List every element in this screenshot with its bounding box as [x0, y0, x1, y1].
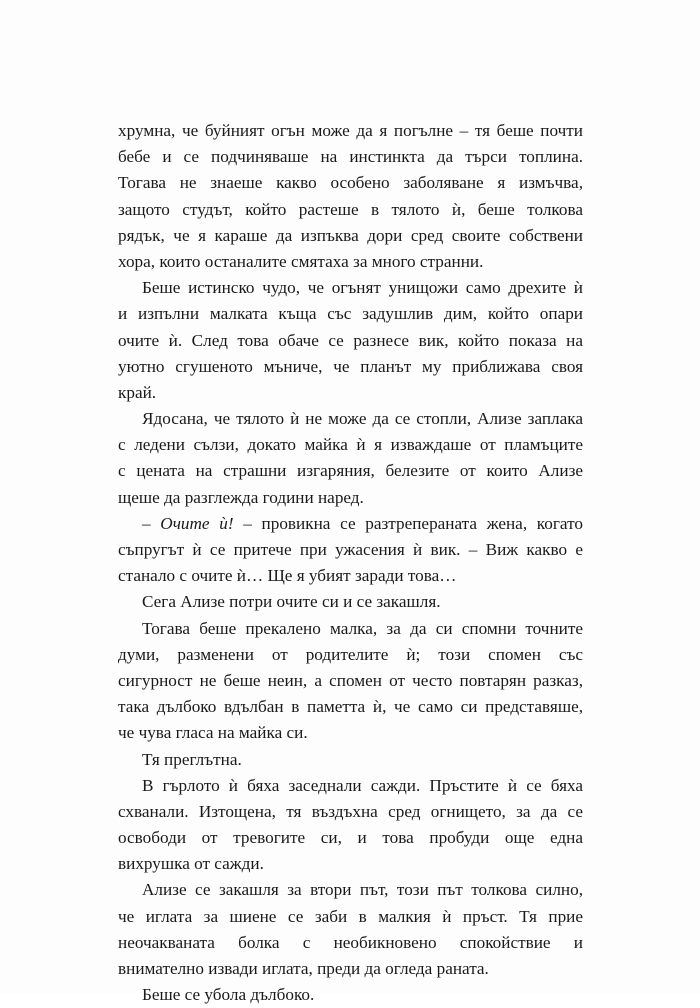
text-line: освободи от тревогите си, и това пробуди още една — [118, 828, 583, 848]
text-line: хора, които останалите смятаха за много странни. — [118, 251, 484, 271]
paragraph — [118, 406, 583, 511]
text-line: очите ѝ. След това обаче се разнесе вик, който показа на — [118, 330, 583, 350]
text-line: вихрушка от сажди. — [118, 854, 264, 874]
dialogue-continuation: – провикна се разтрепераната жена, когато — [233, 513, 583, 533]
text-line: и изпълни малката къща със задушлив дим, който опари — [118, 304, 583, 324]
text-line: уютно сгушеното мъниче, че планът му приближава своя — [118, 356, 583, 376]
text-line: Беше се убола дълбоко. — [142, 985, 315, 1005]
paragraph — [118, 589, 583, 615]
text-line: Сега Ализе потри очите си и се закашля. — [142, 592, 441, 612]
text-line: с цената на страшни изгаряния, белезите от които Ализе — [118, 461, 583, 481]
text-line: Тя преглътна. — [142, 749, 242, 769]
text-line: Тогава беше прекалено малка, за да си спомни точните — [142, 618, 583, 638]
text-line: хрумна, че буйният огън може да я погълне – тя беше почти — [118, 121, 583, 140]
paragraph — [118, 511, 583, 590]
paragraph — [118, 982, 583, 1008]
text-line: Ядосана, че тялото ѝ не може да се стопли, Ализе заплака — [142, 409, 583, 429]
paragraph — [118, 877, 583, 982]
paragraph — [118, 616, 583, 747]
text-line: съпругът ѝ се притече при ужасения ѝ вик. – Виж какво е — [118, 540, 583, 559]
text-line: край. — [118, 382, 157, 402]
text-line: рядък, че я караше да изпъква дори сред своите собствени — [118, 225, 583, 245]
text-line: защото студът, който растеше в тялото ѝ, беше толкова — [118, 199, 583, 219]
text-line: думи, разменени от родителите ѝ; този спомен със — [118, 644, 583, 664]
paragraph — [118, 118, 583, 275]
text-line: В гърлото ѝ бяха заседнали сажди. Пръстите ѝ се бяха — [142, 775, 583, 795]
text-line: щеше да разглежда години наред. — [118, 487, 364, 507]
text-line: бебе и се подчиняваше на инстинкта да търси топлина. — [118, 147, 583, 167]
text-line: неочакваната болка с необикновено спокойствие и — [118, 932, 583, 952]
italic-dialogue: – Очите ѝ! — [142, 513, 234, 533]
page-body-text — [118, 118, 583, 1008]
text-line: схванали. Изтощена, тя въздъхна сред огнището, за да се — [118, 801, 583, 821]
text-line: Тогава не знаеше какво особено заболяване я измъчва, — [118, 173, 583, 193]
text-line: внимателно извади иглата, преди да огледа раната. — [118, 959, 489, 978]
text-line: с ледени сълзи, докато майка ѝ я изваждаше от пламъците — [118, 435, 583, 455]
text-line — [118, 511, 583, 537]
text-line: Ализе се закашля за втори път, този път толкова силно, — [142, 880, 583, 900]
text-line: Беше истинско чудо, че огънят унищожи само дрехите ѝ — [142, 278, 583, 298]
text-line: сигурност не беше неин, а спомен от често повтарян разказ, — [118, 670, 583, 690]
paragraph — [118, 773, 583, 878]
text-line: че иглата за шиене се заби в малкия ѝ пръст. Тя прие — [118, 906, 583, 926]
text-line: така дълбоко вдълбан в паметта ѝ, че само си представяше, — [118, 697, 583, 717]
text-line: станало с очите ѝ… Ще я убият заради това… — [118, 566, 457, 586]
paragraph — [118, 747, 583, 773]
paragraph — [118, 275, 583, 406]
text-line: че чува гласа на майка си. — [118, 723, 308, 743]
